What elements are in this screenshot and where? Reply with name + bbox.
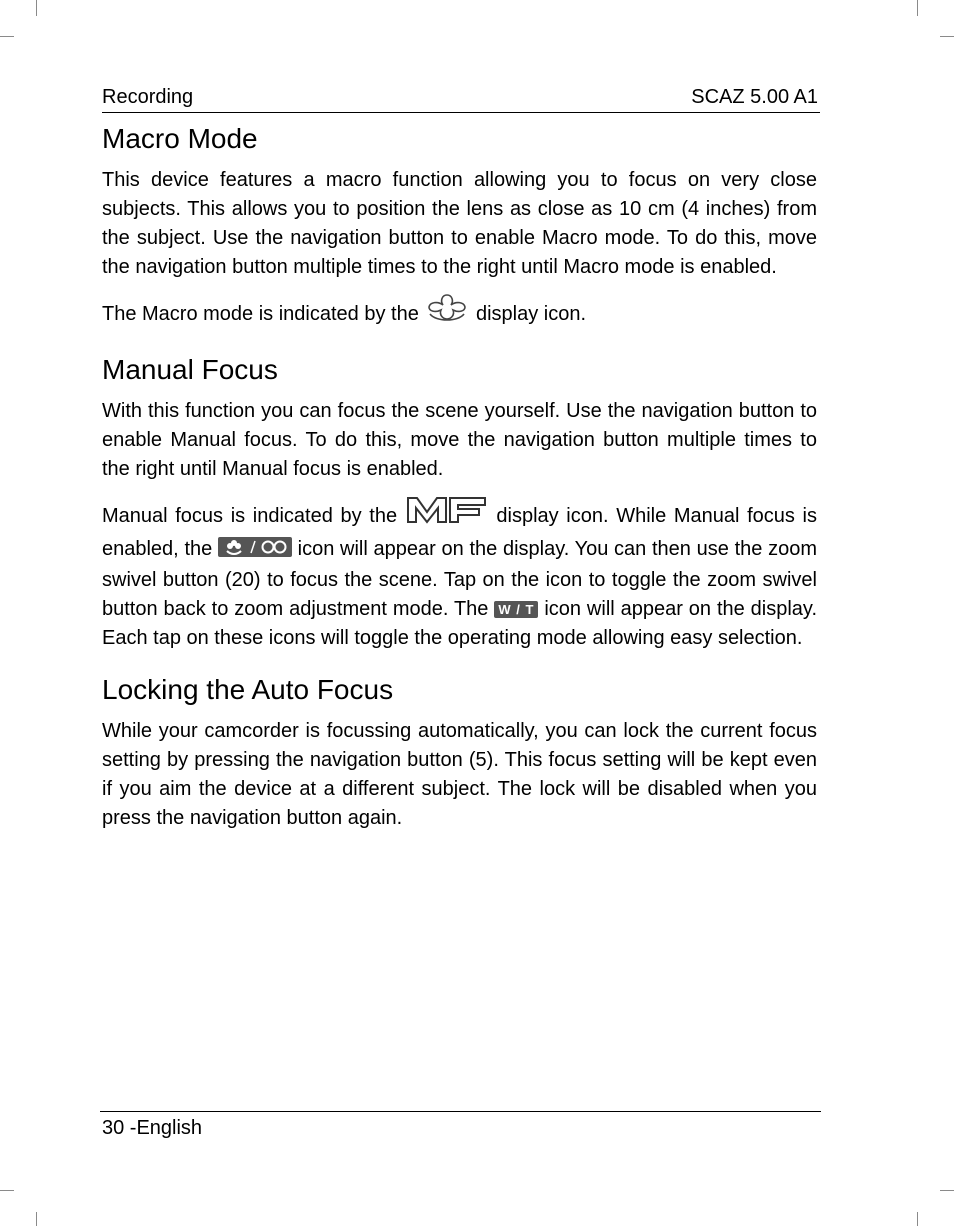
manual-paragraph-1: With this function you can focus the scene yourself. Use the navigation button to enable Manual focus. To do this, move the navigation button multiple times to the right until Manual focus is enabled.: [102, 400, 817, 480]
header-model: SCAZ 5.00 A1: [691, 86, 818, 108]
macro-paragraph-2: [102, 292, 817, 333]
lock-paragraph-1: While your camcorder is focussing automatically, you can lock the current focus setting by pressing the navigation button (5). This focus setting will be kept even if you aim the device at a different subject. The lock will be disabled when you press the navigation button again.: [102, 720, 817, 829]
crop-mark: [917, 1212, 918, 1226]
page-content: [102, 118, 817, 833]
crop-mark: [36, 1212, 37, 1226]
manual-paragraph-2: [102, 494, 817, 653]
crop-mark: [940, 1190, 954, 1191]
macro-p2-text-end: display icon.: [475, 303, 587, 325]
manual-p2-text-b: display icon. While Manual focus is enabled, the: [102, 505, 817, 560]
wt-zoom-icon: W / T: [494, 601, 538, 618]
macro-paragraph-1: This device features a macro function allowing you to focus on very close subjects. This allows you to position the lens as close as 10 cm (4 inches) from the subject. Use the navigation button to enable Macro mode. To do this, move the navigation button multiple times to the right until Macro mode is enabled.: [102, 169, 817, 278]
page-header: [102, 84, 820, 113]
manual-p2-text-d: icon will appear on the display. Each tap on these icons will toggle the operating mode allowing easy selection.: [102, 598, 818, 649]
heading-manual-focus: Manual Focus: [102, 354, 278, 385]
manual-p2-text-a: Manual focus is indicated by the: [102, 505, 398, 527]
macro-infinity-icon: [218, 537, 292, 566]
page-number: 30 -English: [102, 1117, 203, 1139]
heading-macro-mode: Macro Mode: [102, 123, 258, 154]
header-section: Recording: [102, 86, 194, 108]
macro-flower-icon: [424, 292, 470, 333]
page-footer: [100, 1111, 821, 1139]
heading-locking-auto-focus: Locking the Auto Focus: [102, 674, 394, 705]
crop-mark: [917, 0, 918, 16]
mf-icon: [405, 494, 489, 535]
crop-mark: [0, 36, 14, 37]
manual-p2-text-c: icon will appear on the display. You can then use the zoom swivel button (20) to focus the scene. Tap on the icon to toggle the zoom swivel button back to zoom adjustment mode. The: [102, 538, 817, 620]
crop-mark: [36, 0, 37, 16]
crop-mark: [940, 36, 954, 37]
crop-mark: [0, 1190, 14, 1191]
macro-p2-text: The Macro mode is indicated by the: [102, 303, 419, 325]
